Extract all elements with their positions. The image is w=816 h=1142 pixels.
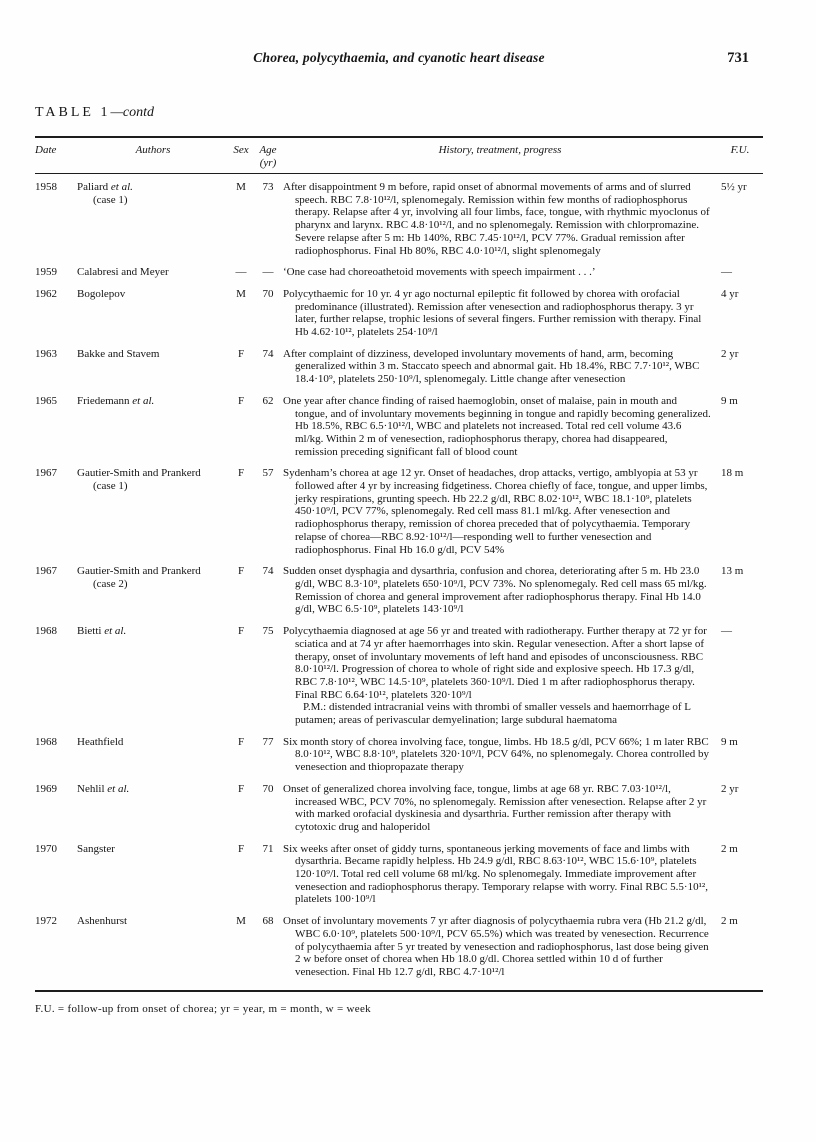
sex-cell: F xyxy=(237,625,245,638)
age-cell: 57 xyxy=(262,467,274,480)
author-name: Gautier-Smith and Prankerd xyxy=(77,565,201,578)
case-label: (case 1) xyxy=(93,193,128,206)
follow-up-cell: 4 yr xyxy=(721,287,739,300)
sex-cell: F xyxy=(237,782,245,795)
follow-up-cell: 2 m xyxy=(721,842,738,855)
history-cell xyxy=(283,843,717,907)
date-cell: 1972 xyxy=(35,915,57,928)
case-label: (case 2) xyxy=(93,577,128,590)
history-cell xyxy=(283,783,717,834)
age-cell: 74 xyxy=(262,565,274,578)
table-row xyxy=(35,181,763,257)
sex-cell: M xyxy=(236,287,246,300)
authors-cell xyxy=(77,565,229,616)
history-cell xyxy=(283,288,717,339)
follow-up-cell: 13 m xyxy=(721,565,744,578)
age-cell: 74 xyxy=(262,347,274,360)
age-cell: 75 xyxy=(262,625,274,638)
column-header-date: Date xyxy=(35,144,57,156)
sex-cell: — xyxy=(235,266,247,279)
authors-cell xyxy=(77,266,229,279)
follow-up-cell: 9 m xyxy=(721,735,738,748)
column-header-age-unit: (yr) xyxy=(259,156,277,169)
date-cell: 1967 xyxy=(35,565,57,578)
sex-cell: F xyxy=(237,565,245,578)
history-cell xyxy=(283,625,717,727)
table-row xyxy=(35,783,763,834)
history-text: One year after chance finding of raised haemoglobin, onset of malaise, pain in mouth and tongue, and of involuntary movements beginning in tongue and rapidly becoming generalized. Hb 18.5%, RBC 6.5·10¹²/l, WBC and platelets not increased. Total red cell volume 43.6 ml/kg. Within 2 m of venesection, radiophosphorus therapy, chorea had disappeared, remission preceding significant fall of blood count xyxy=(283,394,711,458)
history-text: Onset of involuntary movements 7 yr after diagnosis of polycythaemia rubra vera (Hb 21.2 g/dl, WBC 6.0·10⁹, platelets 500·10⁹/l, PCV 65.5%) which was treated by venesection. Recurrence of polycythaemia after 5 yr treated by venesection and radiophosphorus, last dose being given 2 w before onset of chorea when Hb 18.0 g/dl. Chorea settled within 10 d of further venesection. Final Hb 12.7 g/dl, RBC 4.7·10¹²/l xyxy=(283,915,709,978)
authors-cell xyxy=(77,625,229,727)
column-header-fu: F.U. xyxy=(730,144,750,156)
table-title-contd: —contd xyxy=(110,105,155,120)
table-row xyxy=(35,467,763,556)
authors-cell xyxy=(77,783,229,834)
history-cell xyxy=(283,736,717,774)
history-cell xyxy=(283,395,717,459)
author-name: Nehlil xyxy=(77,782,108,795)
table-footnote: F.U. = follow-up from onset of chorea; yr = year, m = month, w = week xyxy=(35,1003,371,1015)
follow-up-cell: — xyxy=(721,625,732,638)
author-etal: et al. xyxy=(104,625,127,638)
table-body xyxy=(35,174,763,992)
age-cell: 70 xyxy=(262,287,274,300)
table-row xyxy=(35,565,763,616)
age-cell: — xyxy=(262,266,274,279)
author-name: Heathfield xyxy=(77,735,124,748)
follow-up-cell: 2 m xyxy=(721,915,738,928)
column-header-authors: Authors xyxy=(135,144,171,156)
history-text: Six month story of chorea involving face, tongue, limbs. Hb 18.5 g/dl, PCV 66%; 1 m later RBC 8.0·10¹², WBC 8.8·10⁹, platelets 320·10⁹/l, PCV 64%, no splenomegaly. Chorea controlled by venesection and thiopropazate therapy xyxy=(283,735,709,774)
column-header-age-label: Age xyxy=(259,144,277,156)
author-name: Paliard xyxy=(77,181,111,193)
follow-up-cell: 9 m xyxy=(721,394,738,407)
table-row xyxy=(35,266,763,279)
running-head xyxy=(35,50,763,68)
author-name: Bietti xyxy=(77,625,105,638)
table-title xyxy=(35,105,763,121)
date-cell: 1963 xyxy=(35,347,57,360)
follow-up-cell: 2 yr xyxy=(721,782,739,795)
authors-cell xyxy=(77,288,229,339)
age-cell: 68 xyxy=(262,915,274,928)
date-cell: 1969 xyxy=(35,782,57,795)
history-text: Polycythaemia diagnosed at age 56 yr and treated with radiotherapy. Further therapy at 72 yr for sciatica and at 74 yr after haemorrhages into skin. Regular venesection. After a short lapse of therapy, onset of involuntary movements of left hand and episodes of unconsciousness. RBC 8.0·10¹²/l. Progression of chorea to whole of right side and explosive speech. Hb 17.3 g/dl, RBC 7.8·10¹², WBC 14.5·10⁹, platelets 360·10⁹/l. Died 1 m after radiophosphorus therapy. Final RBC 6.64·10¹², platelets 320·10⁹/l xyxy=(283,625,707,701)
date-cell: 1959 xyxy=(35,266,57,279)
author-name: Bogolepov xyxy=(77,287,126,300)
author-name: Bakke and Stavem xyxy=(77,347,160,360)
age-cell: 77 xyxy=(262,735,274,748)
history-cell xyxy=(283,181,717,257)
page-number: 731 xyxy=(727,50,749,66)
author-etal: et al. xyxy=(110,181,133,193)
authors-cell xyxy=(77,348,229,386)
date-cell: 1965 xyxy=(35,394,57,407)
author-name: Sangster xyxy=(77,842,115,855)
follow-up-cell: 2 yr xyxy=(721,347,739,360)
follow-up-cell: — xyxy=(721,266,732,279)
history-cell xyxy=(283,348,717,386)
history-text: After complaint of dizziness, developed involuntary movements of hand, arm, becoming generalized within 3 m. Staccato speech and abnormal gait. Hb 18.4%, RBC 7.7·10¹², WBC 18.4·10⁹, platelets 250·10⁹/l, splenomegaly. Little change after venesection xyxy=(283,347,700,386)
author-name: Ashenhurst xyxy=(77,915,128,928)
date-cell: 1968 xyxy=(35,625,57,638)
table-row xyxy=(35,625,763,727)
author-name: Gautier-Smith and Prankerd xyxy=(77,467,201,480)
history-text: Sydenham’s chorea at age 12 yr. Onset of headaches, drop attacks, vertigo, amblyopia at 53 yr followed after 4 yr by increasing fidgetiness. Chorea chiefly of face, tongue, and upper limbs, jerky respirations, grunting speech. Hb 22.2 g/dl, RBC 8.02·10¹², WBC 18.1·10⁹, platelets 450·10⁹/l, PCV 77%, splenomegaly. Red cell mass 81.1 ml/kg. After venesection and radiophosphorus therapy, remission of chorea preceded that of polycythaemia. Temporary relapse of chorea—RBC 8.92·10¹²/l—responding well to further venesection and radiophosphorus. Final Hb 16.0 g/dl, PCV 54% xyxy=(283,467,708,556)
column-header-age xyxy=(253,144,283,169)
history-cell xyxy=(283,915,717,979)
date-cell: 1958 xyxy=(35,181,57,193)
authors-cell xyxy=(77,843,229,907)
case-table xyxy=(35,136,763,992)
running-head-title: Chorea, polycythaemia, and cyanotic heart disease xyxy=(253,50,545,65)
author-name: Calabresi and Meyer xyxy=(77,266,169,279)
sex-cell: M xyxy=(236,181,246,193)
author-name: Friedemann xyxy=(77,394,133,407)
author-etal: et al. xyxy=(132,394,155,407)
table-row xyxy=(35,736,763,774)
date-cell: 1970 xyxy=(35,842,57,855)
sex-cell: F xyxy=(237,467,245,480)
history-text: ‘One case had choreoathetoid movements with speech impairment . . .’ xyxy=(283,266,596,279)
column-header-history: History, treatment, progress xyxy=(438,144,562,156)
authors-cell xyxy=(77,915,229,979)
sex-cell: F xyxy=(237,842,245,855)
age-cell: 70 xyxy=(262,782,274,795)
authors-cell xyxy=(77,736,229,774)
history-text: Six weeks after onset of giddy turns, spontaneous jerking movements of face and limbs with dysarthria. Became rapidly helpless. Hb 24.9 g/dl, RBC 8.63·10¹², WBC 15.6·10⁹, platelets 120·10⁹/l. Total red cell volume 68 ml/kg. No splenomegaly. Immediate improvement after venesection and radiophosphorus therapy. Temporary relapse with worry. Final RBC 5.5·10¹², platelets 100·10⁹/l xyxy=(283,842,708,906)
sex-cell: F xyxy=(237,735,245,748)
date-cell: 1962 xyxy=(35,287,57,300)
sex-cell: M xyxy=(236,915,246,928)
author-etal: et al. xyxy=(107,782,130,795)
history-text: Sudden onset dysphagia and dysarthria, confusion and chorea, deteriorating after 5 m. Hb 23.0 g/dl, WBC 8.3·10⁹, platelets 650·10⁹/l, PCV 73%. No splenomegaly. Red cell mass 65 ml/kg. Remission of chorea and general improvement after radiophosphorus therapy. Final Hb 14.0 g/dl, WBC 6.5·10⁹, platelets 143·10⁹/l xyxy=(283,565,707,616)
history-text: After disappointment 9 m before, rapid onset of abnormal movements of arms and of slurred speech. RBC 7.8·10¹²/l, splenomegaly. Remission within few months of radiophosphorus therapy. Relapse after 4 yr, involving all four limbs, face, tongue, with rhythmic myoclonus of pharynx and larynx. RBC 4.8·10¹²/l, and no splenomegaly. Remission with chlorpromazine. Severe relapse after 5 m: Hb 140%, RBC 7.45·10¹²/l, PCV 77%. Gradual remission after radiophosphorus. Final Hb 80%, RBC 4.0·10¹²/l, slight splenomegaly xyxy=(283,181,710,257)
date-cell: 1967 xyxy=(35,467,57,480)
table-row xyxy=(35,348,763,386)
sex-cell: F xyxy=(237,394,245,407)
follow-up-cell: 18 m xyxy=(721,467,744,480)
history-cell xyxy=(283,565,717,616)
date-cell: 1968 xyxy=(35,735,57,748)
table-title-label: TABLE 1 xyxy=(35,105,111,120)
history-cell xyxy=(283,467,717,556)
history-text: Onset of generalized chorea involving face, tongue, limbs at age 68 yr. RBC 7.03·10¹²/l, increased WBC, PCV 70%, no splenomegaly. Remission after venesection. Relapse after 2 yr with marked orofacial dyskinesia and dysarthria. Further remission after therapy with cytotoxic drug and haloperidol xyxy=(283,782,707,833)
history-cell xyxy=(283,266,717,279)
authors-cell xyxy=(77,467,229,556)
table-header xyxy=(35,136,763,174)
postmortem-note: P.M.: distended intracranial veins with thrombi of smaller vessels and haemorrhage of L putamen; areas of perivascular demyelination; large subdural haematoma xyxy=(295,701,691,727)
table-row xyxy=(35,288,763,339)
column-header-sex: Sex xyxy=(233,144,249,156)
sex-cell: F xyxy=(237,347,245,360)
age-cell: 62 xyxy=(262,394,274,407)
authors-cell xyxy=(77,181,229,257)
case-label: (case 1) xyxy=(93,480,128,493)
table-row xyxy=(35,915,763,979)
history-text: Polycythaemic for 10 yr. 4 yr ago nocturnal epileptic fit followed by chorea with orofacial predominance (illustrated). Remission after venesection and radiophosphorus therapy. 3 yr later, further relapse, trophic lesions of several fingers. Further remission with therapy. Final Hb 4.62·10¹², platelets 254·10⁹/l xyxy=(283,287,702,339)
age-cell: 71 xyxy=(262,842,274,855)
authors-cell xyxy=(77,395,229,459)
table-row xyxy=(35,395,763,459)
follow-up-cell: 5½ yr xyxy=(721,181,747,193)
table-row xyxy=(35,843,763,907)
age-cell: 73 xyxy=(262,181,274,193)
